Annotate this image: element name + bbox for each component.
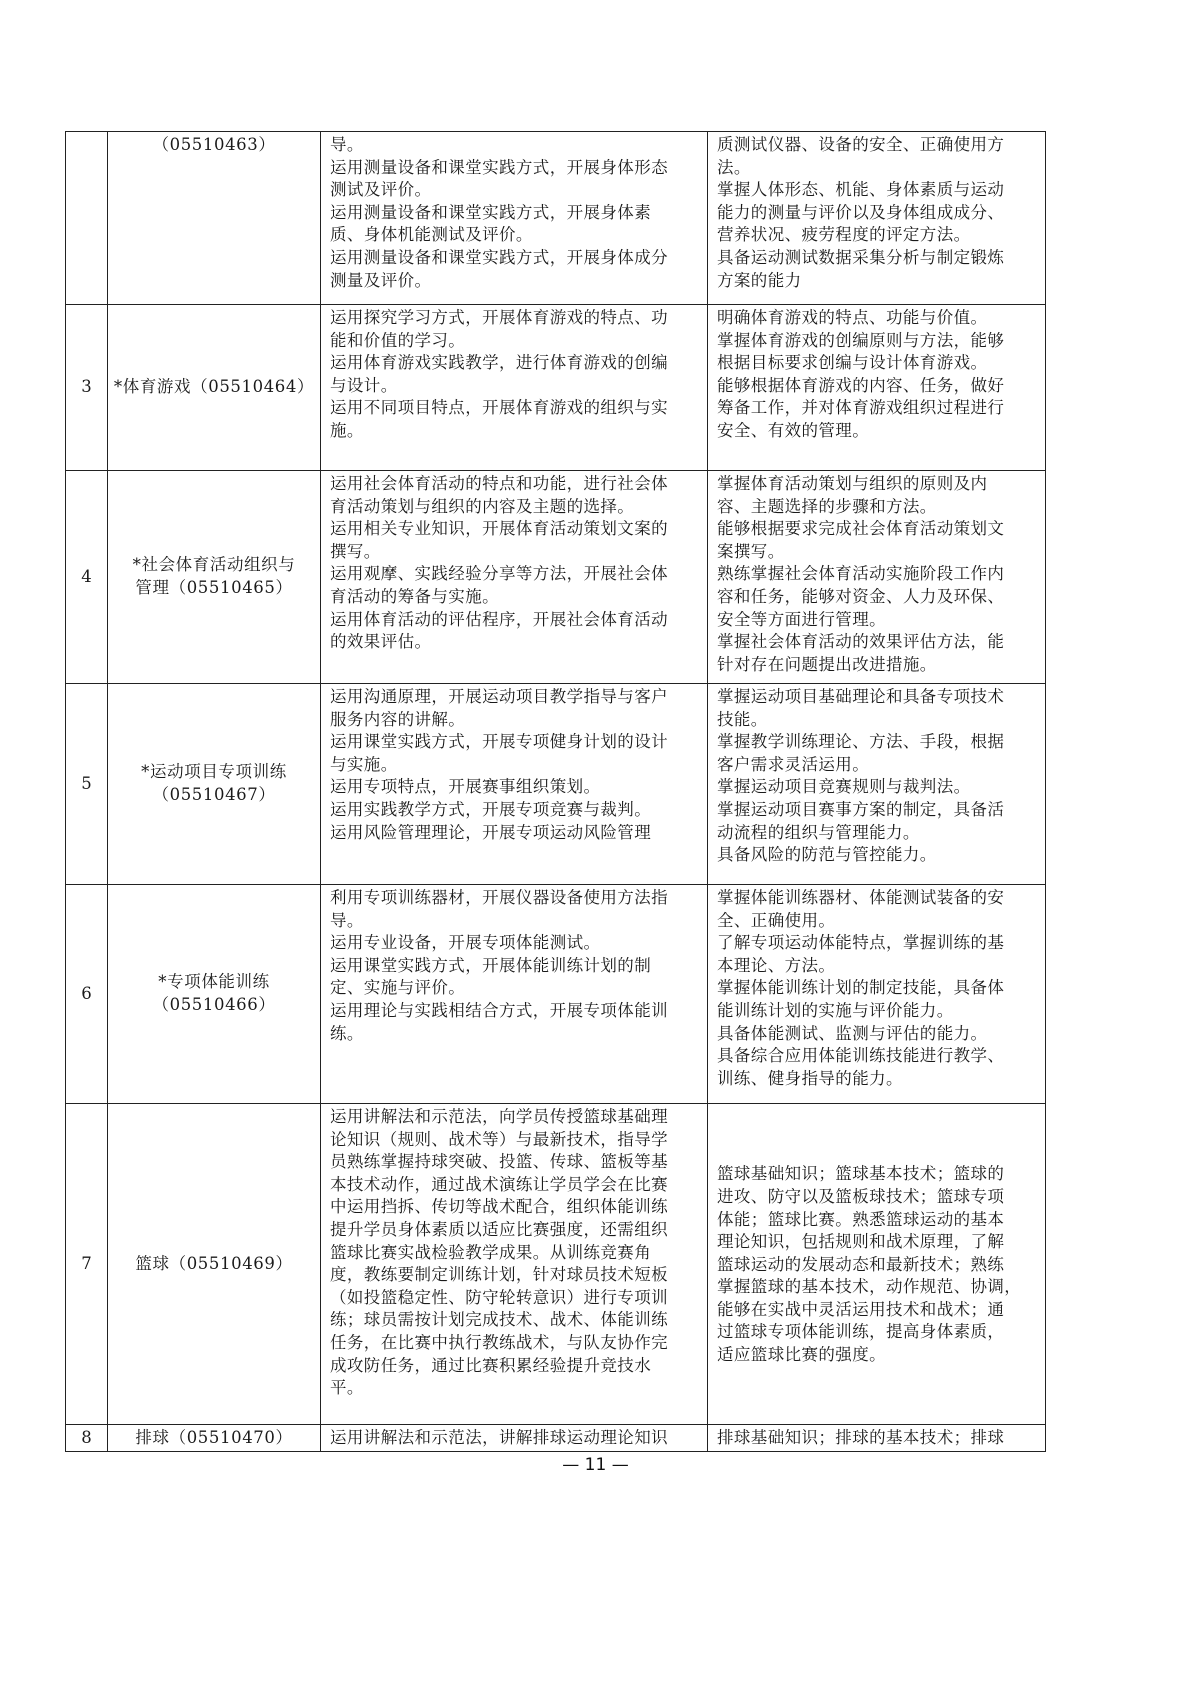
course-name-line: 管理（05510465） <box>135 578 293 597</box>
row-number-cell <box>66 1425 108 1452</box>
row-number: 5 <box>81 773 92 793</box>
teaching-content-line: 质、身体机能测试及评价。 <box>330 225 533 245</box>
teaching-content-line: 练；球员需按计划完成技术、战术、体能训练 <box>330 1310 668 1330</box>
page-number: — 11 — <box>562 1455 629 1475</box>
teaching-content-line: 运用课堂实践方式，开展体能训练计划的制 <box>330 955 652 975</box>
teaching-content-line: 与实施。 <box>330 754 398 774</box>
course-name-cell <box>108 305 321 471</box>
requirement-line: 质测试仪器、设备的安全、正确使用方 <box>717 135 1005 154</box>
teaching-content-cell <box>321 132 708 305</box>
requirement-line: 掌握教学训练理论、方法、手段，根据 <box>717 732 1005 752</box>
course-name-line: 排球（05510470） <box>135 1427 293 1447</box>
table-row <box>66 885 1046 1104</box>
row-number-cell <box>66 305 108 471</box>
row-number-cell <box>66 1104 108 1425</box>
teaching-content-line: 成攻防任务，通过比赛积累经验提升竞技水 <box>330 1355 652 1375</box>
requirement-line: 安全等方面进行管理。 <box>717 609 886 629</box>
row-number: 6 <box>81 983 92 1003</box>
requirement-line: 篮球运动的发展动态和最新技术；熟练 <box>717 1254 1005 1274</box>
course-name-line: （05510466） <box>152 995 276 1014</box>
course-name-line: *体育游戏（05510464） <box>113 377 315 397</box>
teaching-content-line: 导。 <box>330 910 364 930</box>
teaching-content-line: 能和价值的学习。 <box>330 330 466 350</box>
requirement-line: 过篮球专项体能训练，提高身体素质， <box>717 1322 1005 1342</box>
requirement-line: 适应篮球比赛的强度。 <box>717 1345 886 1365</box>
teaching-content-cell <box>321 885 708 1104</box>
teaching-content-line: 平。 <box>330 1378 364 1398</box>
requirement-line: 了解专项运动体能特点，掌握训练的基 <box>717 933 1005 953</box>
requirement-line: 掌握体育游戏的创编原则与方法，能够 <box>717 330 1005 350</box>
requirement-line: 具备运动测试数据采集分析与制定锻炼 <box>717 247 1005 267</box>
requirement-line: 能够根据要求完成社会体育活动策划文 <box>717 519 1005 539</box>
requirements-cell <box>708 684 1046 885</box>
requirement-line: 容、主题选择的步骤和方法。 <box>717 496 937 516</box>
teaching-content-line: 练。 <box>330 1023 364 1043</box>
requirements-cell <box>708 885 1046 1104</box>
requirement-line: 熟练掌握社会体育活动实施阶段工作内 <box>717 564 1005 584</box>
row-number: 4 <box>81 566 92 586</box>
requirement-line: 能够根据体育游戏的内容、任务，做好 <box>717 375 1005 395</box>
teaching-content-line: 运用社会体育活动的特点和功能，进行社会体 <box>330 474 668 493</box>
teaching-content-line: 提升学员身体素质以适应比赛强度，还需组织 <box>330 1219 668 1239</box>
teaching-content-line: 测量及评价。 <box>330 270 432 290</box>
teaching-content-line: 运用沟通原理，开展运动项目教学指导与客户 <box>330 687 668 706</box>
course-name-cell <box>108 132 321 305</box>
requirement-line: 筹备工作，并对体育游戏组织过程进行 <box>717 398 1005 418</box>
teaching-content-line: 篮球比赛实战检验教学成果。从训练竞赛角 <box>330 1242 652 1262</box>
requirement-line: 根据目标要求创编与设计体育游戏。 <box>717 353 988 373</box>
requirement-line: 客户需求灵活运用。 <box>717 754 870 774</box>
teaching-content-line: 运用测量设备和课堂实践方式，开展身体素 <box>330 202 652 222</box>
teaching-content-cell <box>321 471 708 684</box>
teaching-content-cell <box>321 1425 708 1452</box>
teaching-content-line: （如投篮稳定性、防守轮转意识）进行专项训 <box>330 1287 668 1307</box>
requirement-line: 掌握运动项目赛事方案的制定，具备活 <box>717 799 1005 819</box>
teaching-content-line: 与设计。 <box>330 375 398 395</box>
teaching-content-line: 服务内容的讲解。 <box>330 709 466 729</box>
teaching-content-line: 运用风险管理理论，开展专项运动风险管理 <box>330 822 652 842</box>
teaching-content-line: 运用理论与实践相结合方式，开展专项体能训 <box>330 1000 668 1020</box>
requirement-line: 动流程的组织与管理能力。 <box>717 822 920 842</box>
teaching-content-line: 运用不同项目特点，开展体育游戏的组织与实 <box>330 398 668 418</box>
teaching-content-cell <box>321 1104 708 1425</box>
requirement-line: 容和任务，能够对资金、人力及环保、 <box>717 586 1005 606</box>
requirement-line: 理论知识，包括规则和战术原理，了解 <box>717 1232 1005 1252</box>
requirement-line: 本理论、方法。 <box>717 955 836 975</box>
requirement-line: 能训练计划的实施与评价能力。 <box>717 1000 954 1020</box>
requirement-line: 掌握社会体育活动的效果评估方法，能 <box>717 632 1005 652</box>
table-row <box>66 1104 1046 1425</box>
teaching-content-line: 运用体育游戏实践教学，进行体育游戏的创编 <box>330 353 668 373</box>
teaching-content-line: 运用讲解法和示范法，讲解排球运动理论知识 <box>330 1428 668 1447</box>
row-number-cell <box>66 885 108 1104</box>
teaching-content-line: 运用专业设备，开展专项体能测试。 <box>330 933 601 953</box>
requirement-line: 方案的能力 <box>717 270 802 290</box>
requirement-line: 全、正确使用。 <box>717 910 836 930</box>
teaching-content-line: 运用测量设备和课堂实践方式，开展身体成分 <box>330 247 668 267</box>
row-number: 7 <box>81 1253 92 1273</box>
requirement-line: 掌握篮球的基本技术，动作规范、协调， <box>717 1277 1022 1297</box>
course-name-line: （05510463） <box>152 135 276 154</box>
requirement-line: 具备综合应用体能训练技能进行教学、 <box>717 1046 1005 1066</box>
table-body <box>66 132 1046 1452</box>
course-name-cell <box>108 885 321 1104</box>
teaching-content-line: 论知识（规则、战术等）与最新技术，指导学 <box>330 1129 668 1149</box>
row-number: 3 <box>81 377 92 397</box>
requirement-line: 营养状况、疲劳程度的评定方法。 <box>717 225 971 245</box>
requirement-line: 掌握人体形态、机能、身体素质与运动 <box>717 180 1005 200</box>
requirements-cell <box>708 1104 1046 1425</box>
course-name-cell <box>108 684 321 885</box>
teaching-content-line: 育活动的筹备与实施。 <box>330 586 499 606</box>
table-row <box>66 471 1046 684</box>
teaching-content-line: 利用专项训练器材，开展仪器设备使用方法指 <box>330 888 668 907</box>
teaching-content-line: 中运用挡拆、传切等战术配合，组织体能训练 <box>330 1197 668 1217</box>
teaching-content-line: 运用课堂实践方式，开展专项健身计划的设计 <box>330 732 668 752</box>
teaching-content-line: 导。 <box>330 135 364 154</box>
teaching-content-line: 测试及评价。 <box>330 180 432 200</box>
course-name-line: *社会体育活动组织与 <box>132 555 296 575</box>
teaching-content-line: 运用讲解法和示范法，向学员传授篮球基础理 <box>330 1107 668 1126</box>
course-name-line: *专项体能训练 <box>158 972 270 992</box>
requirement-line: 掌握运动项目基础理论和具备专项技术 <box>717 687 1005 706</box>
requirement-line: 掌握运动项目竞赛规则与裁判法。 <box>717 777 971 797</box>
row-number-cell <box>66 471 108 684</box>
requirement-line: 训练、健身指导的能力。 <box>717 1068 903 1088</box>
teaching-content-line: 运用测量设备和课堂实践方式，开展身体形态 <box>330 157 668 177</box>
requirement-line: 能够在实战中灵活运用技术和战术；通 <box>717 1299 1005 1319</box>
teaching-content-line: 运用体育活动的评估程序，开展社会体育活动 <box>330 609 668 629</box>
course-name-cell <box>108 1425 321 1452</box>
teaching-content-line: 运用实践教学方式，开展专项竞赛与裁判。 <box>330 799 652 819</box>
teaching-content-line: 员熟练掌握持球突破、投篮、传球、篮板等基 <box>330 1152 668 1172</box>
requirements-cell <box>708 471 1046 684</box>
table-row <box>66 305 1046 471</box>
requirement-line: 法。 <box>717 157 751 177</box>
curriculum-table <box>65 131 1046 1452</box>
requirement-line: 技能。 <box>717 709 768 729</box>
row-number-cell <box>66 132 108 305</box>
course-name-line: 篮球（05510469） <box>135 1253 293 1273</box>
requirement-line: 针对存在问题提出改进措施。 <box>717 654 937 674</box>
table-row <box>66 132 1046 305</box>
requirement-line: 明确体育游戏的特点、功能与价值。 <box>717 308 988 327</box>
requirement-line: 篮球基础知识；篮球基本技术；篮球的 <box>717 1164 1005 1184</box>
requirement-line: 具备风险的防范与管控能力。 <box>717 845 937 865</box>
teaching-content-line: 定、实施与评价。 <box>330 978 466 998</box>
requirements-cell <box>708 305 1046 471</box>
teaching-content-cell <box>321 305 708 471</box>
teaching-content-line: 度，教练要制定训练计划，针对球员技术短板 <box>330 1265 668 1285</box>
teaching-content-line: 运用专项特点，开展赛事组织策划。 <box>330 777 601 797</box>
requirement-line: 排球基础知识；排球的基本技术；排球 <box>717 1428 1005 1447</box>
course-name-cell <box>108 1104 321 1425</box>
teaching-content-line: 撰写。 <box>330 541 381 561</box>
row-number-cell <box>66 684 108 885</box>
teaching-content-line: 运用探究学习方式，开展体育游戏的特点、功 <box>330 308 668 327</box>
teaching-content-line: 施。 <box>330 420 364 440</box>
table-row <box>66 1425 1046 1452</box>
teaching-content-line: 的效果评估。 <box>330 632 432 652</box>
requirement-line: 掌握体能训练计划的制定技能，具备体 <box>717 978 1005 998</box>
row-number: 8 <box>81 1427 92 1447</box>
teaching-content-line: 任务，在比赛中执行教练战术，与队友协作完 <box>330 1332 668 1352</box>
requirement-line: 能力的测量与评价以及身体组成成分、 <box>717 202 1005 222</box>
requirement-line: 安全、有效的管理。 <box>717 420 870 440</box>
table-row <box>66 684 1046 885</box>
requirements-cell <box>708 1425 1046 1452</box>
course-name-line: *运动项目专项训练 <box>141 762 287 782</box>
requirement-line: 案撰写。 <box>717 541 785 561</box>
teaching-content-line: 本技术动作，通过战术演练让学员学会在比赛 <box>330 1174 668 1194</box>
requirement-line: 具备体能测试、监测与评估的能力。 <box>717 1023 988 1043</box>
teaching-content-line: 运用观摩、实践经验分享等方法，开展社会体 <box>330 564 668 584</box>
teaching-content-line: 运用相关专业知识，开展体育活动策划文案的 <box>330 519 668 539</box>
teaching-content-line: 育活动策划与组织的内容及主题的选择。 <box>330 496 635 516</box>
requirement-line: 体能；篮球比赛。熟悉篮球运动的基本 <box>717 1209 1005 1229</box>
requirement-line: 进攻、防守以及篮板球技术；篮球专项 <box>717 1186 1005 1206</box>
requirement-line: 掌握体育活动策划与组织的原则及内 <box>717 474 988 493</box>
requirement-line: 掌握体能训练器材、体能测试装备的安 <box>717 888 1005 907</box>
teaching-content-cell <box>321 684 708 885</box>
requirements-cell <box>708 132 1046 305</box>
course-name-line: （05510467） <box>152 785 276 804</box>
course-name-cell <box>108 471 321 684</box>
